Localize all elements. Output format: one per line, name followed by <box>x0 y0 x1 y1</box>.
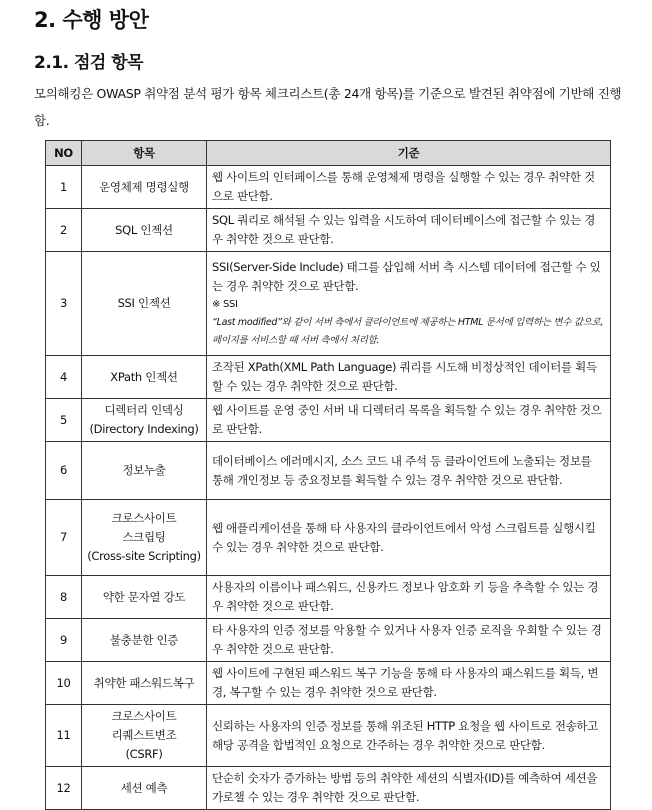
row-item <box>82 356 207 399</box>
row-criteria <box>207 767 611 810</box>
table-header-row <box>46 141 611 166</box>
item-line: 약한 문자열 강도 <box>102 589 186 604</box>
row-item <box>82 662 207 705</box>
row-criteria <box>207 399 611 442</box>
criteria-text: 웹 사이트의 인터페이스를 통해 운영체제 명령을 실행할 수 있는 경우 취약한 것으로 판단함. <box>212 170 595 203</box>
table-row <box>46 767 611 810</box>
row-item <box>82 399 207 442</box>
row-number: 8 <box>46 576 82 619</box>
checklist-table <box>45 140 611 810</box>
item-line: XPath 인젝션 <box>110 369 178 384</box>
table-row <box>46 662 611 705</box>
row-criteria <box>207 619 611 662</box>
row-item <box>82 619 207 662</box>
criteria-text: 조작된 XPath(XML Path Language) 쿼리를 시도해 비정상적인 데이터를 획득할 수 있는 경우 취약한 것으로 판단함. <box>212 360 597 393</box>
item-line: 크로스사이트 <box>111 511 177 525</box>
item-line: 불충분한 인증 <box>109 632 179 647</box>
header-no: NO <box>46 141 82 166</box>
criteria-text: 데이터베이스 에러메시지, 소스 코드 내 주석 등 클라이언트에 노출되는 정보를 통해 개인정보 등 중요정보를 획득할 수 있는 경우 취약한 것으로 판단함. <box>212 453 592 487</box>
section-heading: 2. 수행 방안 <box>34 8 149 32</box>
table-row <box>46 500 611 576</box>
criteria-text: 사용자의 이름이나 패스워드, 신용카드 정보나 암호화 키 등을 추측할 수 있는 경우 취약한 것으로 판단함. <box>212 580 599 613</box>
row-number: 1 <box>46 166 82 209</box>
intro-paragraph: 모의해킹은 OWASP 취약점 분석 평가 항목 체크리스트(총 24개 항목)를 기준으로 발견된 취약점에 기반해 진행함. <box>34 86 622 128</box>
criteria-text: 타 사용자의 인증 정보를 악용할 수 있거나 사용자 인증 로직을 우회할 수 있는 경우 취약한 것으로 판단함. <box>212 623 602 656</box>
criteria-note-detail: “Last modified”와 같이 서버 측에서 클라이언트에 제공하는 HTML 문서에 입력하는 변수 값으로, 페이지를 서비스할 때 서버 측에서 처리함. <box>212 316 604 346</box>
table-row <box>46 399 611 442</box>
table-row <box>46 166 611 209</box>
row-item <box>82 705 207 767</box>
row-criteria <box>207 209 611 252</box>
item-line: 리퀘스트변조 <box>111 728 177 742</box>
table-row <box>46 619 611 662</box>
item-line: 크로스사이트 <box>111 709 177 723</box>
table-row <box>46 252 611 356</box>
row-number: 3 <box>46 252 82 356</box>
table-row <box>46 209 611 252</box>
row-number: 5 <box>46 399 82 442</box>
row-item <box>82 252 207 356</box>
row-criteria <box>207 662 611 705</box>
row-item <box>82 767 207 810</box>
criteria-text: 웹 애플리케이션을 통해 타 사용자의 클라이언트에서 악성 스크립트를 실행시킬 수 있는 경우 취약한 것으로 판단함. <box>212 520 596 554</box>
criteria-text: SSI(Server-Side Include) 태그를 삽입해 서버 측 시스템 데이터에 접근할 수 있는 경우 취약한 것으로 판단함. <box>212 259 601 293</box>
row-criteria <box>207 356 611 399</box>
row-criteria <box>207 166 611 209</box>
row-item <box>82 442 207 500</box>
item-line: 디렉터리 인덱싱 <box>104 403 184 417</box>
header-criteria: 기준 <box>207 141 611 166</box>
item-line: SQL 인젝션 <box>115 222 173 237</box>
item-line: 운영체제 명령실행 <box>99 179 189 194</box>
item-line: 취약한 패스워드복구 <box>93 675 195 690</box>
row-item <box>82 166 207 209</box>
item-line: 정보누출 <box>122 463 166 477</box>
table-row <box>46 442 611 500</box>
subsection-heading: 2.1. 점검 항목 <box>34 53 144 73</box>
row-number: 9 <box>46 619 82 662</box>
row-criteria <box>207 500 611 576</box>
row-item <box>82 576 207 619</box>
item-line: 스크립팅 <box>122 530 166 544</box>
criteria-text: 단순히 숫자가 증가하는 방법 등의 취약한 세션의 식별자(ID)를 예측하여 세션을 가로챌 수 있는 경우 취약한 것으로 판단함. <box>212 771 598 804</box>
row-number: 12 <box>46 767 82 810</box>
row-number: 2 <box>46 209 82 252</box>
criteria-text: SQL 쿼리로 해석될 수 있는 입력을 시도하여 데이터베이스에 접근할 수 있는 경우 취약한 것으로 판단함. <box>212 213 596 246</box>
row-number: 11 <box>46 705 82 767</box>
row-number: 7 <box>46 500 82 576</box>
item-line: (Directory Indexing) <box>89 422 199 436</box>
row-criteria <box>207 442 611 500</box>
row-item <box>82 209 207 252</box>
header-item: 항목 <box>82 141 207 166</box>
row-criteria <box>207 705 611 767</box>
row-number: 6 <box>46 442 82 500</box>
criteria-text: 신뢰하는 사용자의 인증 정보를 통해 위조된 HTTP 요청을 웹 사이트로 전송하고 해당 공격을 합법적인 요청으로 간주하는 경우 취약한 것으로 판단함. <box>212 718 599 752</box>
row-item <box>82 500 207 576</box>
criteria-text: 웹 사이트에 구현된 패스워드 복구 기능을 통해 타 사용자의 패스워드를 획득, 변경, 복구할 수 있는 경우 취약한 것으로 판단함. <box>212 666 599 699</box>
row-criteria <box>207 576 611 619</box>
item-line: (Cross-site Scripting) <box>87 549 201 563</box>
table-row <box>46 576 611 619</box>
criteria-note: ※ SSI <box>212 298 238 310</box>
row-number: 4 <box>46 356 82 399</box>
item-line: (CSRF) <box>125 747 163 761</box>
item-line: 세션 예측 <box>120 780 168 795</box>
row-criteria <box>207 252 611 356</box>
row-number: 10 <box>46 662 82 705</box>
table-row <box>46 356 611 399</box>
item-line: SSI 인젝션 <box>117 296 171 310</box>
criteria-text: 웹 사이트를 운영 중인 서버 내 디렉터리 목록을 획득할 수 있는 경우 취약한 것으로 판단함. <box>212 403 602 436</box>
table-row <box>46 705 611 767</box>
